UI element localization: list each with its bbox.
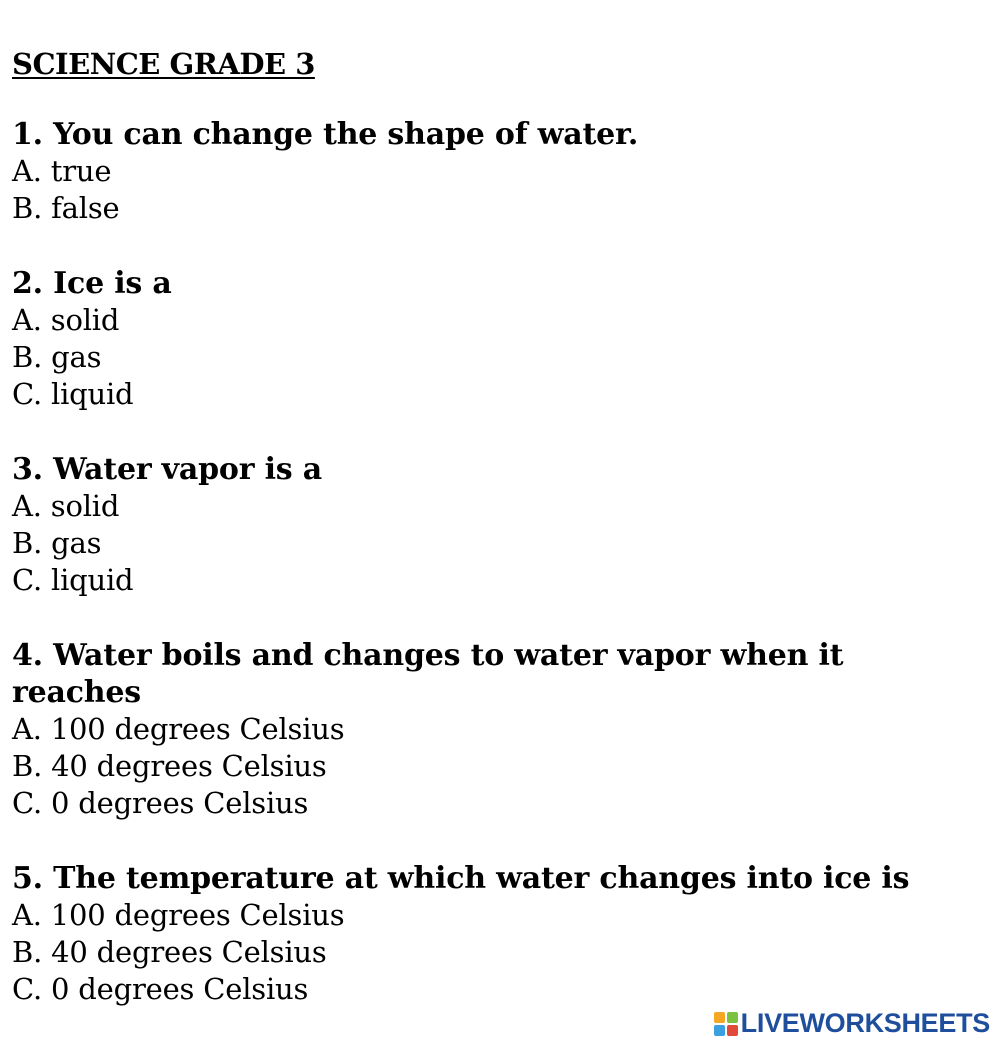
answer-option[interactable]: C. 0 degrees Celsius <box>12 786 309 820</box>
question-text: 4. Water boils and changes to water vapor when it reaches <box>12 638 844 710</box>
logo-square <box>714 1012 725 1023</box>
answer-option[interactable]: A. true <box>12 154 112 188</box>
answer-option[interactable]: A. 100 degrees Celsius <box>12 898 345 932</box>
question-5 <box>12 860 988 1008</box>
question-4 <box>12 637 988 822</box>
answer-option[interactable]: B. 40 degrees Celsius <box>12 935 327 969</box>
answer-option[interactable]: C. 0 degrees Celsius <box>12 972 309 1006</box>
question-1 <box>12 116 988 227</box>
liveworksheets-logo-icon <box>714 1012 738 1036</box>
question-2 <box>12 265 988 413</box>
logo-square <box>727 1012 738 1023</box>
logo-square <box>727 1025 738 1036</box>
answer-options <box>12 153 988 227</box>
answer-option[interactable]: A. solid <box>12 303 120 337</box>
answer-option[interactable]: B. gas <box>12 526 102 560</box>
answer-option[interactable]: B. false <box>12 191 120 225</box>
worksheet-title: SCIENCE GRADE 3 <box>12 47 315 81</box>
watermark-text: LIVEWORKSHEETS <box>740 1008 990 1038</box>
question-text: 3. Water vapor is a <box>12 452 322 487</box>
question-text: 1. You can change the shape of water. <box>12 117 639 152</box>
question-text: 2. Ice is a <box>12 266 172 301</box>
answer-option[interactable]: B. 40 degrees Celsius <box>12 749 327 783</box>
question-3 <box>12 451 988 599</box>
answer-option[interactable]: C. liquid <box>12 377 134 411</box>
answer-options <box>12 488 988 599</box>
question-text: 5. The temperature at which water changes into ice is <box>12 861 910 896</box>
answer-options <box>12 711 988 822</box>
answer-option[interactable]: A. solid <box>12 489 120 523</box>
answer-option[interactable]: A. 100 degrees Celsius <box>12 712 345 746</box>
liveworksheets-watermark <box>714 1008 990 1039</box>
logo-square <box>714 1025 725 1036</box>
answer-option[interactable]: C. liquid <box>12 563 134 597</box>
answer-options <box>12 302 988 413</box>
answer-options <box>12 897 988 1008</box>
worksheet <box>12 44 988 1046</box>
answer-option[interactable]: B. gas <box>12 340 102 374</box>
